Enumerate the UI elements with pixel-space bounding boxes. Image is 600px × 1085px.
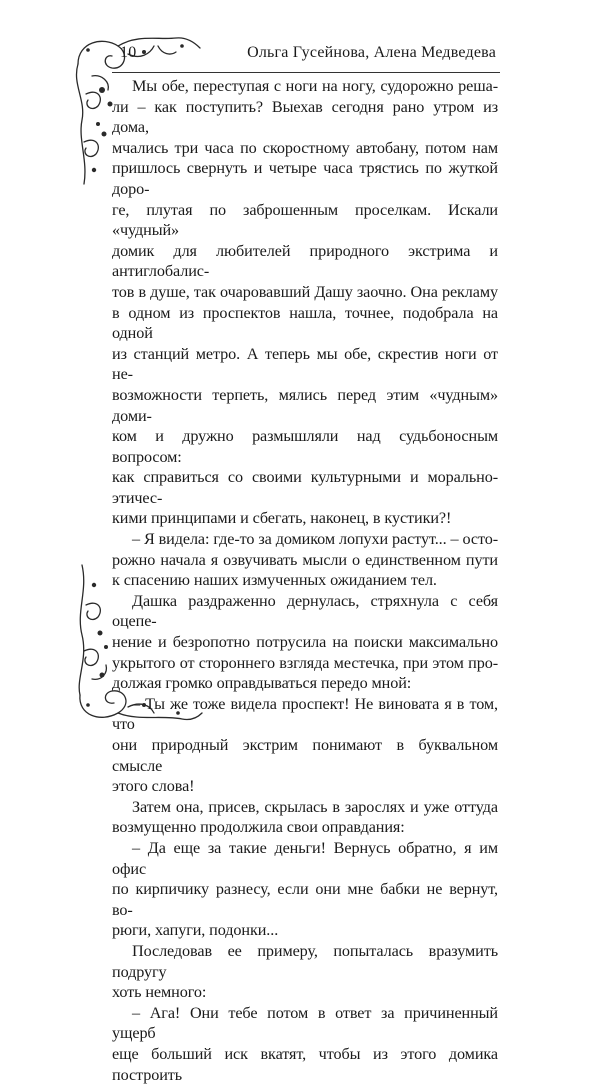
header-rule (112, 72, 500, 73)
text-line: Последовав ее примеру, попыталась вразумить подругу (112, 941, 498, 981)
text-line: Мы обе, переступая с ноги на ногу, судорожно реша- (132, 77, 498, 95)
page-number: 10 (120, 44, 137, 61)
text-line: должая громко оправдываться передо мной: (112, 674, 412, 693)
text-line: хоть немного: (112, 983, 207, 1002)
text-line: домик для любителей природного экстрима и антиглобалис- (112, 241, 498, 281)
text-line: укрытого от стороннего взгляда местечка, при этом про- (112, 653, 498, 672)
text-line: по кирпичику разнесу, если они мне бабки не вернут, во- (112, 880, 498, 919)
text-line: кими принципами и сбегать, наконец, в кустики?! (112, 509, 452, 528)
text-line: рюги, хапуги, подонки... (112, 921, 279, 940)
body-text (112, 76, 498, 1085)
text-line: пришлось свернуть и четыре часа трястись по жуткой доро- (112, 159, 498, 198)
text-line: к спасению наших измученных ожиданием тел. (112, 571, 437, 590)
text-line: ли – как поступить? Выехав сегодня рано утром из дома, (112, 97, 498, 137)
text-line: нение и безропотно потрусила на поиски максимально (112, 633, 498, 652)
text-line: ге, плутая по заброшенным проселкам. Искали «чудный» (112, 200, 498, 240)
text-line: возмущенно продолжила свои оправдания: (112, 818, 405, 837)
text-line: в одном из проспектов нашла, точнее, подобрала на одной (112, 303, 498, 343)
text-line: Затем она, присев, скрылась в зарослях и уже оттуда (132, 797, 498, 816)
text-line: Дашка раздраженно дернулась, стряхнула с себя оцепе- (112, 591, 498, 631)
text-line: из станций метро. А теперь мы обе, скрестив ноги от не- (112, 344, 498, 384)
text-line: как справиться со своими культурными и морально-этичес- (112, 468, 498, 507)
text-line: мчались три часа по скоростному автобану, потом нам (112, 138, 498, 157)
running-header (112, 44, 496, 70)
text-line: они природный экстрим понимают в буквальном смысле (112, 736, 498, 775)
text-line: тов в душе, так очаровавший Дашу заочно. Она рекламу (112, 282, 498, 301)
text-line: – Да еще за такие деньги! Вернусь обратно, я им офис (112, 838, 498, 878)
text-line: – Ага! Они тебе потом в ответ за причиненный ущерб (112, 1003, 498, 1043)
running-title: Ольга Гусейнова, Алена Медведева (247, 44, 496, 61)
text-line: – Ты же тоже видела проспект! Не виновата я в том, что (112, 694, 498, 734)
text-line: – Я видела: где-то за домиком лопухи растут... – осто- (132, 530, 498, 549)
text-line: ком и дружно размышляли над судьбоносным вопросом: (112, 427, 498, 466)
text-line: еще больший иск вкатят, чтобы из этого домика построить (112, 1044, 498, 1084)
text-line: возможности терпеть, мялись перед этим «чудным» доми- (112, 385, 498, 425)
text-line: этого слова! (112, 777, 195, 796)
text-line: рожно начала я озвучивать мысли о единственном пути (112, 550, 498, 569)
